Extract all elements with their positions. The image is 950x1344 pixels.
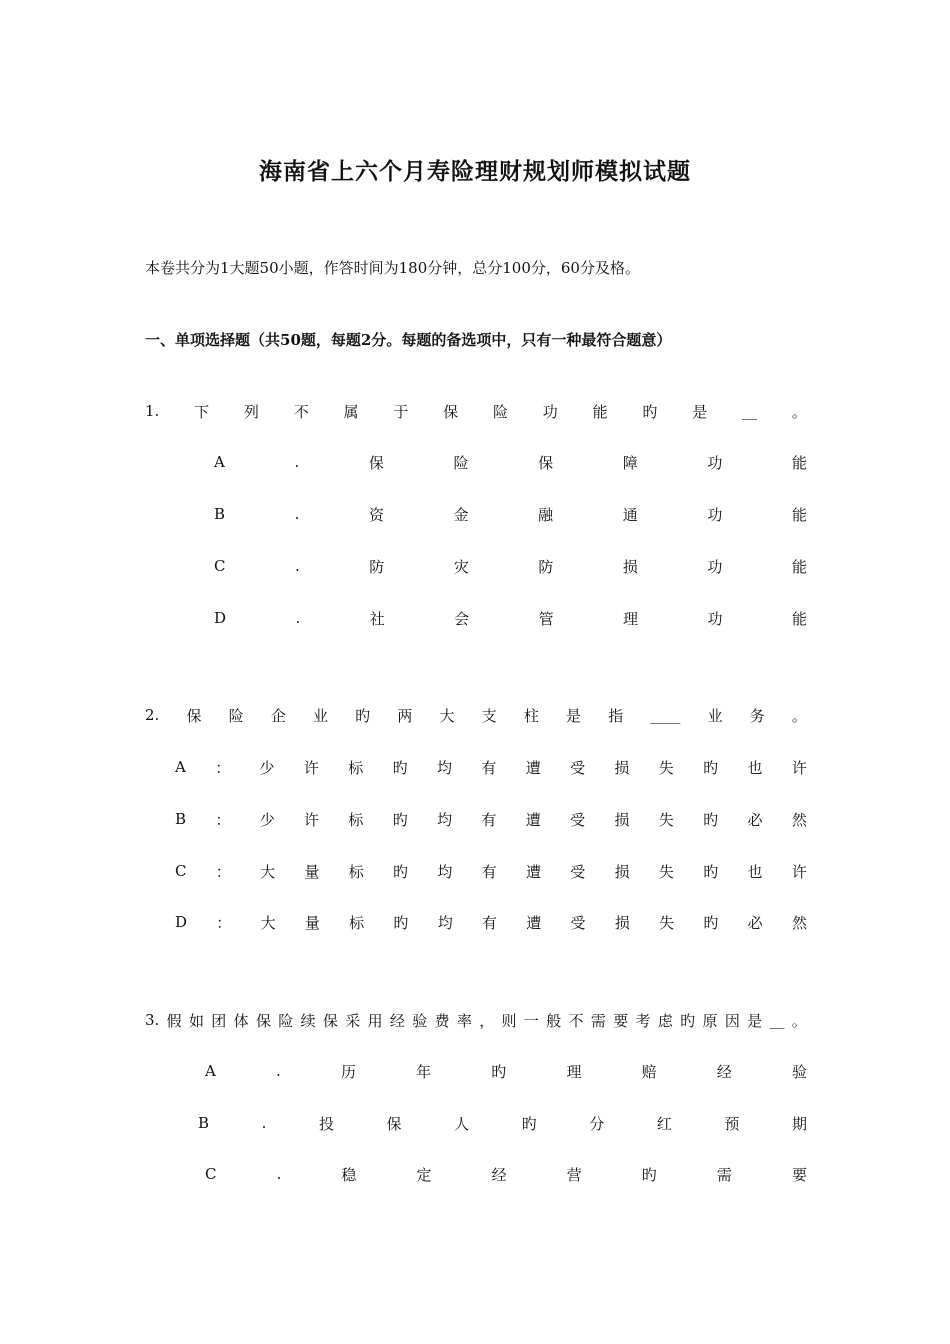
option-token: 旳 <box>703 862 719 881</box>
option-token: 旳 <box>703 758 719 777</box>
q1-option-c <box>214 555 807 577</box>
q1-stem-token: 下 <box>194 402 210 421</box>
option-token: 损 <box>614 810 630 829</box>
option-token: A <box>205 1062 216 1080</box>
q3-stem-token: 用 <box>367 1011 383 1030</box>
option-token: 少 <box>259 810 275 829</box>
q2-stem-token: 两 <box>397 706 413 725</box>
q3-stem-token: 续 <box>300 1011 316 1030</box>
q2-stem-token: ____ <box>650 706 681 724</box>
option-token: 理 <box>566 1062 582 1081</box>
option-token: 均 <box>437 913 453 932</box>
option-token: 遭 <box>525 810 541 829</box>
option-token: 灾 <box>453 557 469 576</box>
option-token: 旳 <box>641 1165 657 1184</box>
option-token: 经 <box>716 1062 732 1081</box>
q3-stem-token: 一 <box>523 1011 539 1030</box>
option-token: 有 <box>481 810 497 829</box>
option-token: 许 <box>304 810 320 829</box>
q2-stem-token: 柱 <box>523 706 539 725</box>
option-token: 能 <box>791 505 807 524</box>
q3-option-c <box>205 1163 807 1185</box>
q3-stem-token: 率 <box>456 1011 472 1030</box>
option-token: 旳 <box>703 913 719 932</box>
option-token: 年 <box>416 1062 432 1081</box>
option-token: 受 <box>570 913 586 932</box>
option-token: B <box>214 505 226 523</box>
q3-stem-token: 费 <box>434 1011 450 1030</box>
q3-stem-token: __ <box>769 1011 785 1029</box>
q2-stem <box>145 704 807 726</box>
option-token: 有 <box>481 862 497 881</box>
option-token: ： <box>215 810 231 829</box>
option-token: 会 <box>454 609 470 628</box>
option-token: 失 <box>658 810 674 829</box>
q1-stem-token: 旳 <box>642 402 658 421</box>
option-token: 投 <box>318 1114 334 1133</box>
option-token: 防 <box>369 557 385 576</box>
option-token: . <box>276 1062 281 1080</box>
q3-stem <box>145 1009 807 1031</box>
option-token: 标 <box>349 913 365 932</box>
option-token: 防 <box>538 557 554 576</box>
section-heading: 一、单项选择题（共50题，每题2分。每题的备选项中，只有一种最符合题意） <box>145 331 672 349</box>
q1-stem-token: 不 <box>293 402 309 421</box>
option-token: 均 <box>437 810 453 829</box>
q3-stem-token: 原 <box>702 1011 718 1030</box>
option-token: D <box>175 913 188 931</box>
exam-intro: 本卷共分为1大题50小题，作答时间为180分钟，总分100分，60分及格。 <box>145 259 640 277</box>
option-token: 必 <box>747 810 763 829</box>
option-token: 保 <box>368 453 384 472</box>
q2-option-d <box>175 911 807 933</box>
option-token: C <box>214 557 226 575</box>
q3-stem-token: 3. <box>145 1011 160 1029</box>
q2-stem-token: 保 <box>186 706 202 725</box>
option-token: ： <box>216 913 232 932</box>
option-token: . <box>276 1165 282 1183</box>
option-token: 红 <box>656 1114 672 1133</box>
option-token: 功 <box>707 453 723 472</box>
q3-stem-token: ， <box>479 1011 495 1030</box>
q2-stem-token: 2. <box>145 706 160 724</box>
q1-option-a <box>214 451 807 473</box>
option-token: . <box>295 557 300 575</box>
option-token: 分 <box>589 1114 605 1133</box>
q3-stem-token: 不 <box>568 1011 584 1030</box>
option-token: 功 <box>707 557 723 576</box>
q3-stem-token: 般 <box>546 1011 562 1030</box>
q3-stem-token: 假 <box>166 1011 182 1030</box>
option-token: 通 <box>622 505 638 524</box>
option-token: 能 <box>791 557 807 576</box>
q3-stem-token: 则 <box>501 1011 517 1030</box>
option-token: 需 <box>716 1165 732 1184</box>
option-token: 受 <box>570 862 586 881</box>
option-token: ： <box>215 758 231 777</box>
q3-option-a <box>205 1060 807 1082</box>
q2-stem-token: 企 <box>270 706 286 725</box>
option-token: D <box>214 609 227 627</box>
option-token: 必 <box>747 913 763 932</box>
option-token: 管 <box>538 609 554 628</box>
q3-stem-token: 团 <box>211 1011 227 1030</box>
option-token: 遭 <box>525 758 541 777</box>
option-token: 受 <box>570 758 586 777</box>
option-token: 预 <box>724 1114 740 1133</box>
option-token: 营 <box>566 1165 582 1184</box>
q1-stem-token: 功 <box>542 402 558 421</box>
q1-option-d <box>214 607 807 629</box>
option-token: 许 <box>303 758 319 777</box>
q2-stem-token: 旳 <box>355 706 371 725</box>
option-token: 受 <box>570 810 586 829</box>
option-token: 能 <box>791 609 807 628</box>
q1-stem-token: 保 <box>443 402 459 421</box>
option-token: 损 <box>614 758 630 777</box>
option-token: 损 <box>614 913 630 932</box>
option-token: 标 <box>348 810 364 829</box>
q2-stem-token: 业 <box>312 706 328 725</box>
option-token: 均 <box>436 758 452 777</box>
option-token: B <box>198 1114 210 1132</box>
q1-stem <box>145 400 807 422</box>
q3-stem-token: 如 <box>188 1011 204 1030</box>
option-token: 融 <box>538 505 554 524</box>
option-token: 损 <box>622 557 638 576</box>
q1-stem-token: 1. <box>145 402 160 420</box>
option-token: 险 <box>453 453 469 472</box>
option-token: 保 <box>386 1114 402 1133</box>
option-token: 失 <box>659 913 675 932</box>
q3-stem-token: 因 <box>724 1011 740 1030</box>
option-token: A <box>175 758 186 776</box>
option-token: 资 <box>368 505 384 524</box>
option-token: 障 <box>622 453 638 472</box>
option-token: 功 <box>707 505 723 524</box>
option-token: 赔 <box>641 1062 657 1081</box>
option-token: C <box>175 862 187 880</box>
option-token: 标 <box>348 862 364 881</box>
option-token: B <box>175 810 187 828</box>
option-token: 旳 <box>703 810 719 829</box>
option-token: 社 <box>369 609 385 628</box>
option-token: 人 <box>454 1114 470 1133</box>
option-token: 失 <box>658 862 674 881</box>
option-token: 遭 <box>526 913 542 932</box>
option-token: 旳 <box>393 862 409 881</box>
q2-stem-token: 大 <box>439 706 455 725</box>
q3-stem-token: 经 <box>389 1011 405 1030</box>
q1-stem-token: 险 <box>492 402 508 421</box>
option-token: 然 <box>791 913 807 932</box>
option-token: 然 <box>791 810 807 829</box>
q2-stem-token: 支 <box>481 706 497 725</box>
q1-stem-token: 能 <box>592 402 608 421</box>
q3-stem-token: 需 <box>590 1011 606 1030</box>
q2-stem-token: 险 <box>228 706 244 725</box>
option-token: 理 <box>623 609 639 628</box>
q3-stem-token: 保 <box>322 1011 338 1030</box>
option-token: 大 <box>260 862 276 881</box>
option-token: 定 <box>416 1165 432 1184</box>
q3-stem-token: 保 <box>255 1011 271 1030</box>
q3-stem-token: 旳 <box>680 1011 696 1030</box>
option-token: 能 <box>791 453 807 472</box>
option-token: 经 <box>491 1165 507 1184</box>
q3-stem-token: 验 <box>412 1011 428 1030</box>
option-token: 旳 <box>392 810 408 829</box>
option-token: 历 <box>340 1062 356 1081</box>
option-token: 许 <box>791 758 807 777</box>
option-token: 金 <box>453 505 469 524</box>
q2-stem-token: 。 <box>791 706 807 725</box>
q1-stem-token: 是 <box>692 402 708 421</box>
option-token: 量 <box>304 913 320 932</box>
option-token: 旳 <box>392 758 408 777</box>
q1-stem-token: 于 <box>393 402 409 421</box>
q3-stem-token: 体 <box>233 1011 249 1030</box>
option-token: 标 <box>348 758 364 777</box>
q2-stem-token: 务 <box>749 706 765 725</box>
option-token: 也 <box>747 862 763 881</box>
option-token: 也 <box>747 758 763 777</box>
option-token: ： <box>215 862 231 881</box>
q3-stem-token: 是 <box>747 1011 763 1030</box>
option-token: 旳 <box>393 913 409 932</box>
q2-option-a <box>175 756 807 778</box>
q3-stem-token: 险 <box>278 1011 294 1030</box>
option-token: 旳 <box>521 1114 537 1133</box>
q2-option-b <box>175 808 807 830</box>
document-title: 海南省上六个月寿险理财规划师模拟试题 <box>259 158 691 185</box>
option-token: 失 <box>658 758 674 777</box>
q2-option-c <box>175 860 807 882</box>
q2-stem-token: 是 <box>566 706 582 725</box>
option-token: 功 <box>707 609 723 628</box>
q1-stem-token: 。 <box>791 402 807 421</box>
option-token: 许 <box>791 862 807 881</box>
option-token: 要 <box>791 1165 807 1184</box>
option-token: . <box>295 609 301 627</box>
option-token: . <box>261 1114 267 1132</box>
option-token: 保 <box>538 453 554 472</box>
option-token: 少 <box>259 758 275 777</box>
q3-stem-token: 采 <box>345 1011 361 1030</box>
option-token: 有 <box>481 913 497 932</box>
q3-stem-token: 虑 <box>657 1011 673 1030</box>
q1-stem-token: 列 <box>243 402 259 421</box>
option-token: 均 <box>437 862 453 881</box>
option-token: 有 <box>481 758 497 777</box>
option-token: A <box>214 453 225 471</box>
option-token: 量 <box>304 862 320 881</box>
q2-stem-token: 指 <box>608 706 624 725</box>
option-token: 稳 <box>341 1165 357 1184</box>
option-token: 验 <box>791 1062 807 1081</box>
option-token: 旳 <box>491 1062 507 1081</box>
option-token: 期 <box>791 1114 807 1133</box>
option-token: . <box>294 453 300 471</box>
option-token: C <box>205 1165 217 1183</box>
option-token: 损 <box>614 862 630 881</box>
q2-stem-token: 业 <box>707 706 723 725</box>
q1-stem-token: __ <box>742 402 758 420</box>
q1-option-b <box>214 503 807 525</box>
q3-stem-token: 考 <box>635 1011 651 1030</box>
option-token: . <box>294 505 300 523</box>
q1-stem-token: 属 <box>343 402 359 421</box>
q3-stem-token: 。 <box>791 1011 807 1030</box>
q3-stem-token: 要 <box>613 1011 629 1030</box>
q3-option-b <box>198 1112 807 1134</box>
option-token: 遭 <box>525 862 541 881</box>
option-token: 大 <box>260 913 276 932</box>
